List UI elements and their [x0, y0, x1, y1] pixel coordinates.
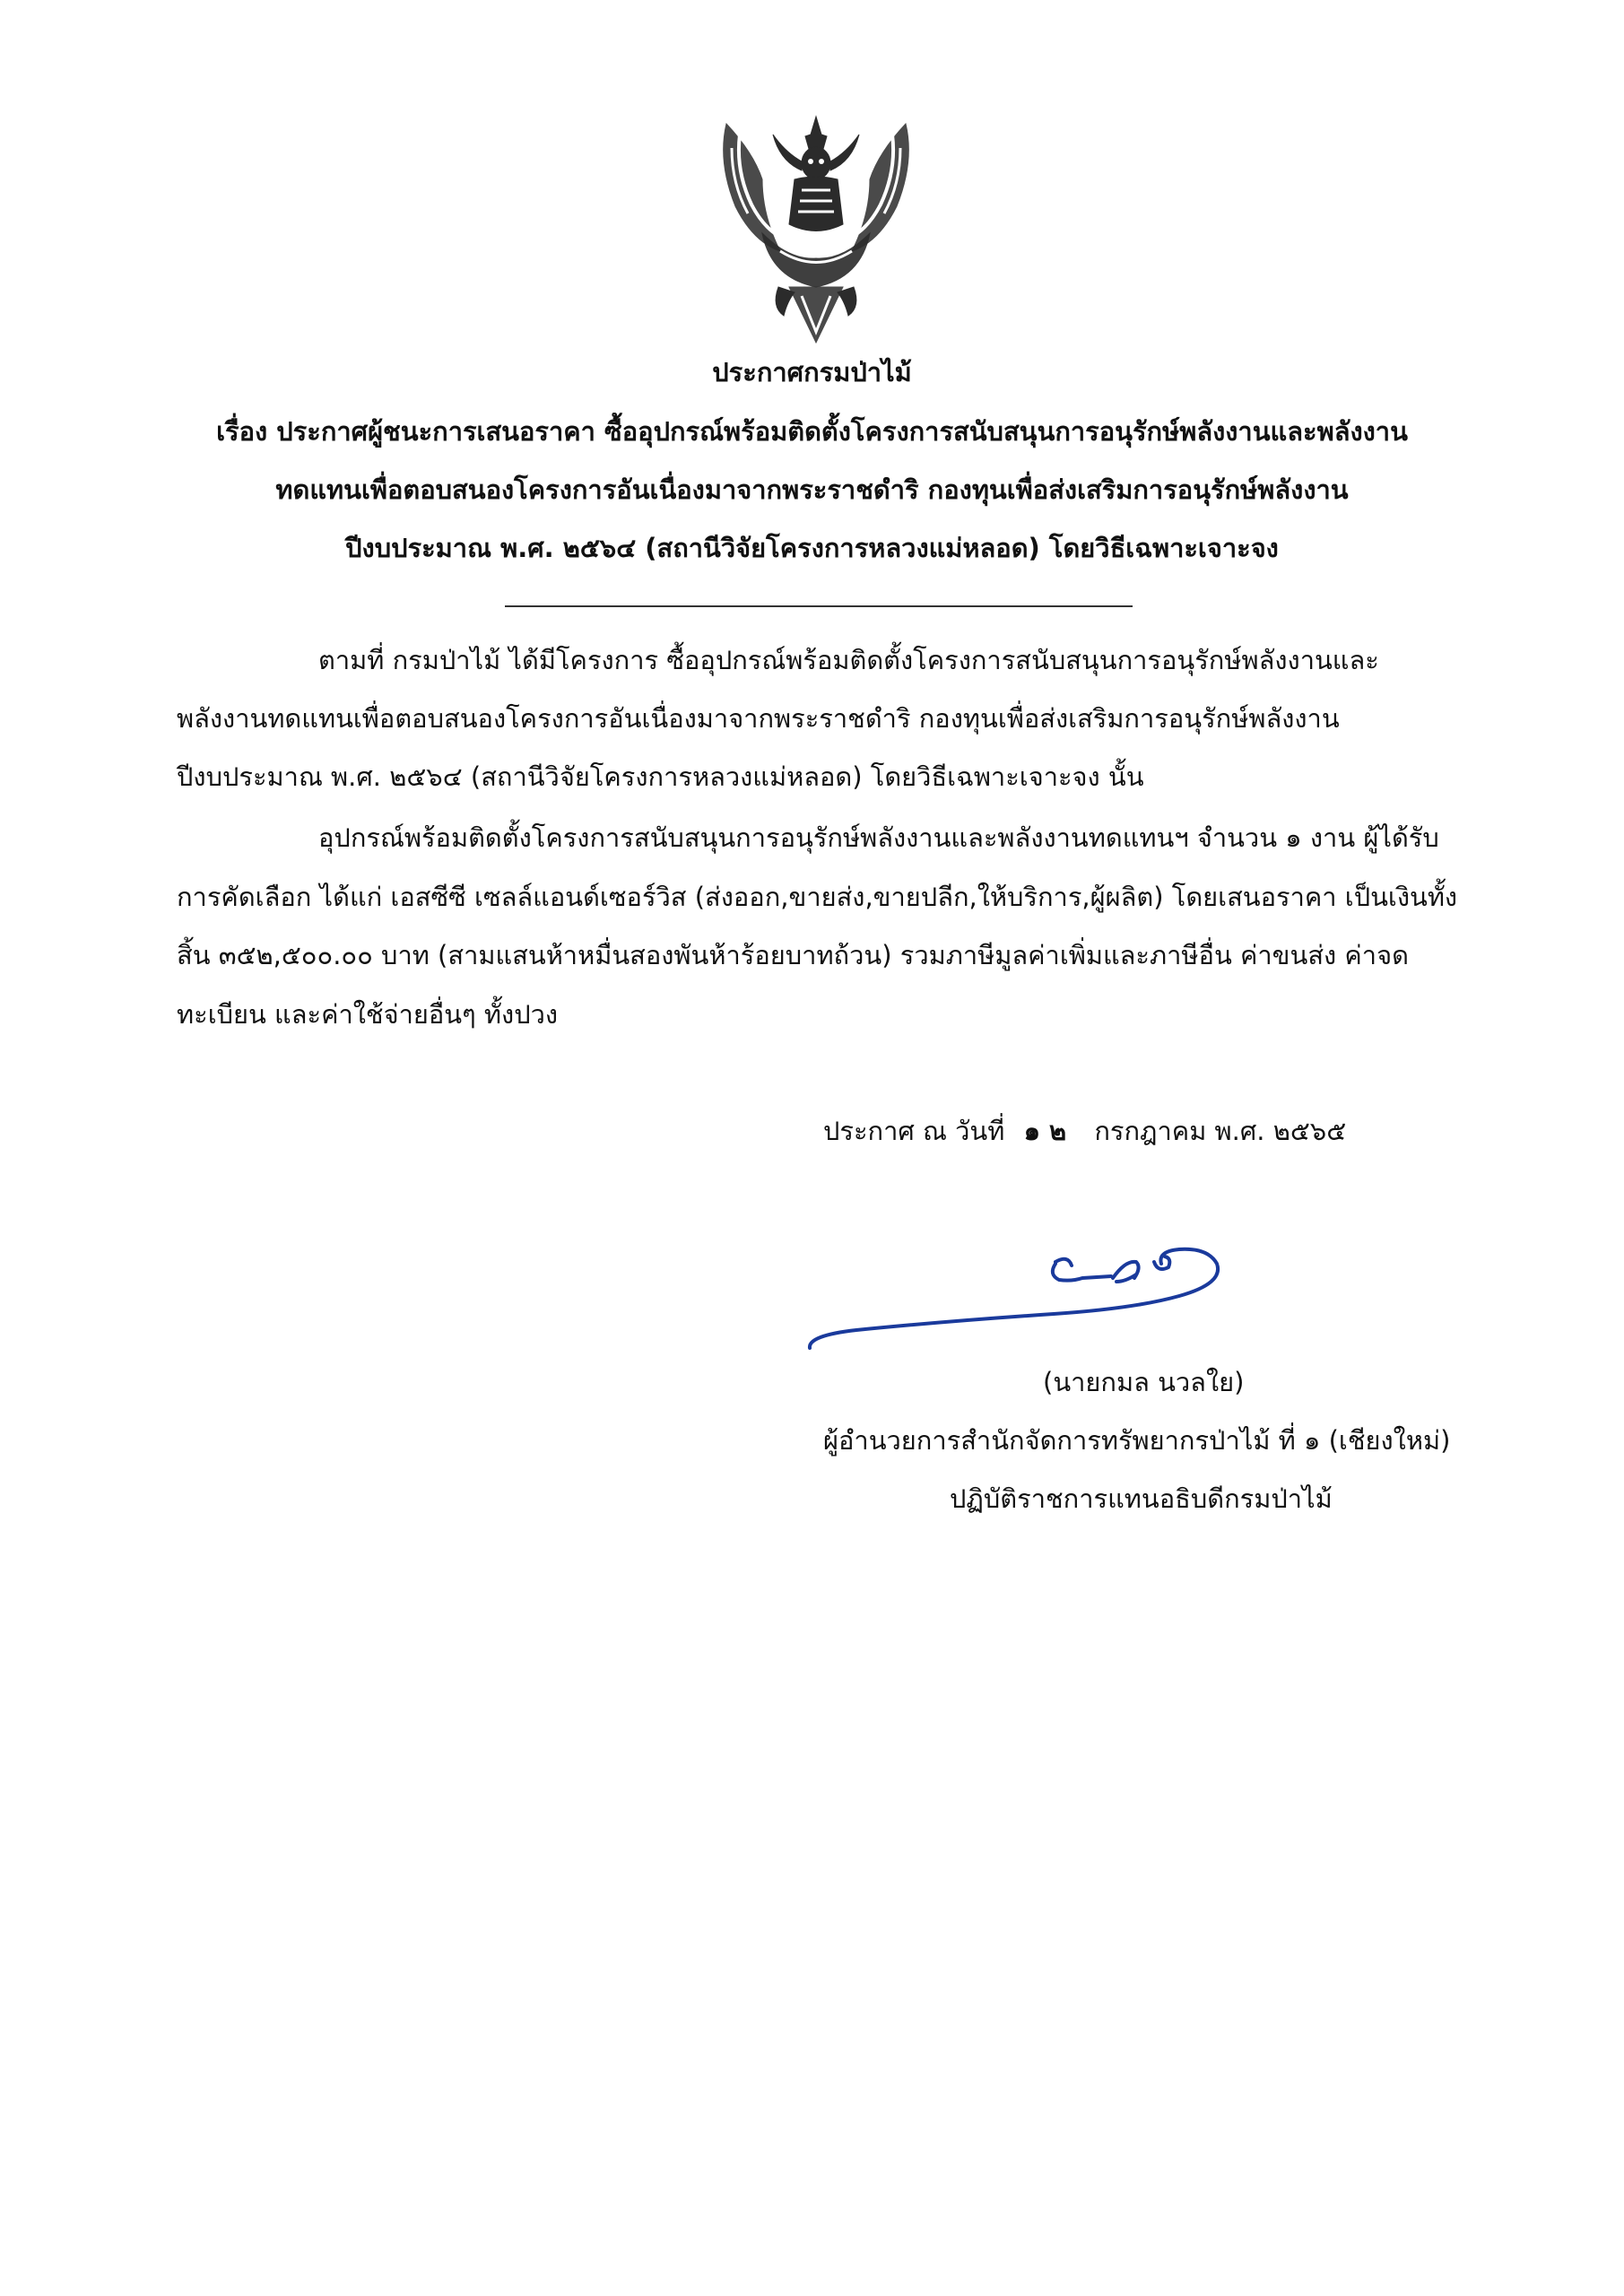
header-divider — [505, 605, 1133, 607]
paragraph-1-line-2: พลังงานทดแทนเพื่อตอบสนองโครงการอันเนื่องมาจากพระราชดำริ กองทุนเพื่อส่งเสริมการอนุรักษ์พลังงาน — [177, 703, 1340, 734]
signatory-title: ผู้อำนวยการสำนักจัดการทรัพยากรป่าไม้ ที่ ๑ (เชียงใหม่) — [823, 1425, 1451, 1456]
subject-line-1: เรื่อง ประกาศผู้ชนะการเสนอราคา ซื้ออุปกรณ์พร้อมติดตั้งโครงการสนับสนุนการอนุรักษ์พลังงานและพลังงาน — [216, 416, 1408, 447]
signatory-acting: ปฏิบัติราชการแทนอธิบดีกรมป่าไม้ — [950, 1483, 1333, 1514]
garuda-emblem — [708, 108, 924, 352]
date-day: ๑๒ — [1023, 1116, 1076, 1146]
paragraph-2-line-3: สิ้น ๓๕๒,๕๐๐.๐๐ บาท (สามแสนห้าหมื่นสองพันห้าร้อยบาทถ้วน) รวมภาษีมูลค่าเพิ่มและภาษีอื่น ค่าขนส่ง ค่าจด — [177, 940, 1409, 970]
announcement-date — [823, 1114, 1346, 1148]
paragraph-2-line-4: ทะเบียน และค่าใช้จ่ายอื่นๆ ทั้งปวง — [177, 999, 559, 1030]
handwritten-signature — [803, 1242, 1278, 1368]
date-month-year: กรกฎาคม พ.ศ. ๒๕๖๕ — [1094, 1116, 1347, 1146]
signatory-name: (นายกมล นวลใย) — [1043, 1367, 1245, 1397]
paragraph-2-line-2: การคัดเลือก ได้แก่ เอสซีซี เซลล์แอนด์เซอร์วิส (ส่งออก,ขายส่ง,ขายปลีก,ให้บริการ,ผู้ผลิต) โดยเสนอราคา เป็นเงินทั้ง — [177, 882, 1458, 912]
paragraph-1-line-1: ตามที่ กรมป่าไม้ ได้มีโครงการ ซื้ออุปกรณ์พร้อมติดตั้งโครงการสนับสนุนการอนุรักษ์พลังงานและ — [318, 645, 1379, 675]
subject-line-3: ปีงบประมาณ พ.ศ. ๒๕๖๔ (สถานีวิจัยโครงการหลวงแม่หลอด) โดยวิธีเฉพาะเจาะจง — [345, 533, 1279, 563]
date-prefix: ประกาศ ณ วันที่ — [823, 1116, 1005, 1146]
issuer-heading: ประกาศกรมป่าไม้ — [712, 357, 912, 387]
paragraph-1-line-3: ปีงบประมาณ พ.ศ. ๒๕๖๔ (สถานีวิจัยโครงการหลวงแม่หลอด) โดยวิธีเฉพาะเจาะจง นั้น — [177, 761, 1144, 792]
subject-line-2: ทดแทนเพื่อตอบสนองโครงการอันเนื่องมาจากพระราชดำริ กองทุนเพื่อส่งเสริมการอนุรักษ์พลังงาน — [275, 474, 1349, 505]
paragraph-2-line-1: อุปกรณ์พร้อมติดตั้งโครงการสนับสนุนการอนุรักษ์พลังงานและพลังงานทดแทนฯ จำนวน ๑ งาน ผู้ได้รับ — [318, 822, 1439, 853]
